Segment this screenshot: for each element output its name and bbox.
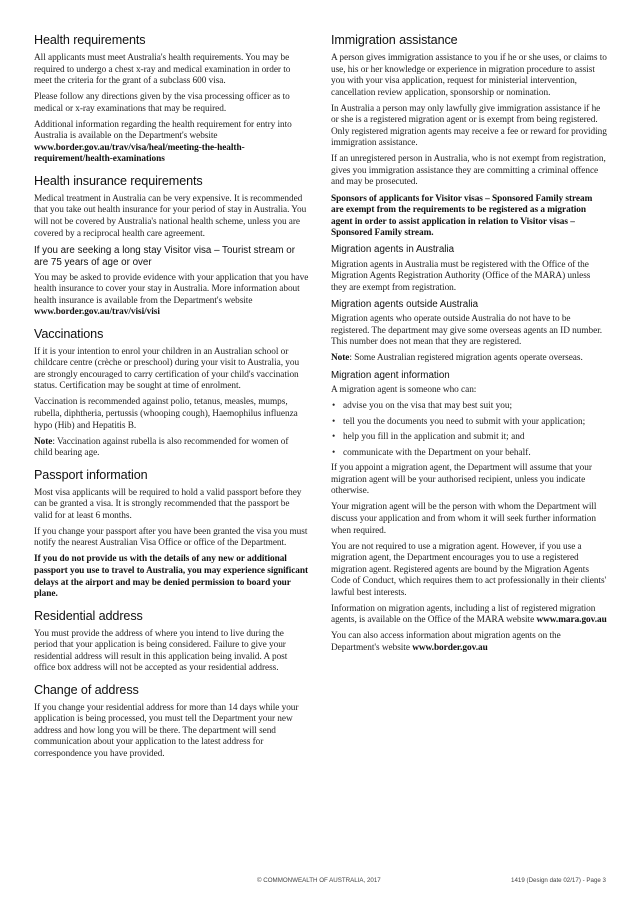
agent-info-paragraph-2: Your migration agent will be the person with whom the Department will discuss your application and from whom it will seek further information when required. (331, 502, 597, 536)
vaccinations-note-text: : Vaccination against rubella is also recommended for women of child bearing age. (34, 436, 289, 459)
immigration-assistance-heading: Immigration assistance (331, 33, 458, 47)
bullet-icon: • (332, 447, 336, 458)
health-examinations-link[interactable]: www.border.gov.au/trav/visa/heal/meeting-the-health-requirement/health-examinations (34, 142, 245, 165)
copyright-notice: © COMMONWEALTH OF AUSTRALIA, 2017 (257, 877, 381, 884)
agent-info-paragraph-4 (331, 604, 607, 627)
vaccinations-paragraph-2: Vaccination is recommended against polio, tetanus, measles, mumps, rubella, diphtheria, pertussis (whooping cough), Haemophilus influenza hypo (Hib) and Hepatitis B. (34, 397, 298, 431)
agents-outside-note-label: Note (331, 353, 350, 364)
agent-info-paragraph-5 (331, 631, 607, 654)
health-paragraph-2: Please follow any directions given by the visa processing officer as to medical or x-ray examinations that may be required. (34, 92, 290, 114)
agent-info-paragraph-5-text: You can also access information about migration agents on the Department's website (331, 631, 561, 653)
list-item (331, 432, 607, 444)
right-column (331, 33, 607, 659)
agent-intro: A migration agent is someone who can: (331, 385, 477, 396)
insurance-paragraph-2 (34, 273, 309, 319)
long-stay-subheading: If you are seeking a long stay Visitor visa – Tourist stream or are 75 years of age or over (34, 244, 296, 269)
list-item (331, 417, 607, 429)
vaccinations-paragraph-1: If it is your intention to enrol your children in an Australian school or childcare centre (crèche or preschool) during your visit to Australia, you are strongly encouraged to carry certification of your child's vaccination status. Certification may be sought at time of enrolment. (34, 346, 300, 392)
list-item-text: tell you the documents you need to submit with your application; (343, 416, 586, 427)
health-paragraph-3-text: Additional information regarding the health requirement for entry into Australia is available on the Department's website (34, 119, 292, 142)
health-paragraph-1: All applicants must meet Australia's health requirements. You may be required to undergo a chest x-ray and medical examination in order to meet the criteria for the grant of a subclass 600 visa. (34, 53, 291, 87)
sponsors-exemption-text: Sponsors of applicants for Visitor visas – Sponsored Family stream are exempt from the requirements to be registered as a migration agent in order to assist application in relation to Visitor visas – Sponsored Family stream. (331, 193, 593, 239)
immigration-paragraph-3: If an unregistered person in Australia, who is not exempt from registration, gives you immigration assistance they are committing a criminal offence and may be prosecuted. (331, 154, 606, 188)
form-reference: 1419 (Design date 02/17) - Page 3 (511, 877, 606, 884)
immigration-paragraph-1: A person gives immigration assistance to you if he or she uses, or claims to use, his or her knowledge or experience in migration procedure to assist you with your visa application, request for ministerial intervention, cancellation review application, sponsorship or nomination. (331, 53, 607, 98)
list-item-text: communicate with the Department on your behalf. (343, 447, 531, 458)
vaccinations-heading: Vaccinations (34, 326, 104, 341)
insurance-paragraph-1: Medical treatment in Australia can be very expensive. It is recommended that you take out health insurance for your period of stay in Australia. You will not be covered by Australia's national health scheme, unless you are covered by a reciprocal health care agreement. (34, 193, 307, 239)
health-paragraph-3 (34, 120, 309, 166)
insurance-paragraph-2-text: You may be asked to provide evidence with your application that you have health insurance to cover your stay in Australia. More information about health insurance is available from the Department's website (34, 272, 309, 306)
bullet-icon: • (332, 432, 336, 443)
left-column (34, 33, 309, 765)
list-item (331, 401, 607, 413)
bullet-icon: • (332, 401, 336, 412)
agent-capabilities-list (331, 401, 607, 459)
border-website-link[interactable]: www.border.gov.au (412, 642, 488, 653)
agent-info-paragraph-1: If you appoint a migration agent, the Department will assume that your migration agent will be your authorised recipient, unless you indicate otherwise. (331, 463, 592, 497)
list-item (331, 448, 607, 460)
residential-paragraph: You must provide the address of where you intend to live during the period that your application is being considered. Failure to give your residential address will result in this application being invalid. A post office box address will not be accepted as your residential address. (34, 628, 288, 674)
list-item-text: help you fill in the application and submit it; and (343, 432, 525, 443)
mara-website-link[interactable]: www.mara.gov.au (536, 615, 607, 626)
passport-paragraph-1: Most visa applicants will be required to hold a valid passport before they can be granted a visa. It is strongly recommended that the passport be valid for at least 6 months. (34, 487, 302, 521)
passport-heading: Passport information (34, 467, 148, 482)
agent-information-heading: Migration agent information (331, 369, 450, 381)
bullet-icon: • (332, 416, 336, 427)
list-item-text: advise you on the visa that may best suit you; (343, 401, 513, 412)
passport-warning-text: If you do not provide us with the details of any new or additional passport you use to travel to Australia, you may experience significant delays at the airport and may be denied permission to board your plane. (34, 554, 309, 600)
passport-warning (34, 554, 309, 600)
agents-outside-note (331, 353, 607, 365)
change-of-address-heading: Change of address (34, 682, 139, 697)
sponsors-exemption (331, 194, 607, 240)
health-insurance-heading: Health insurance requirements (34, 173, 203, 188)
agents-in-australia-paragraph: Migration agents in Australia must be registered with the Office of the Migration Agents Registration Authority (Office of the MARA) unless they are exempt from registration. (331, 259, 591, 293)
passport-paragraph-2: If you change your passport after you have been granted the visa you must notify the nearest Australian Visa Office or office of the Department. (34, 526, 308, 549)
health-requirements-heading: Health requirements (34, 33, 146, 47)
agents-outside-australia-heading: Migration agents outside Australia (331, 298, 479, 310)
agent-info-paragraph-4-text: Information on migration agents, including a list of registered migration agents, is available on the Office of the MARA website (331, 603, 596, 626)
change-address-paragraph: If you change your residential address for more than 14 days while your application is being processed, you must tell the Department your new address and how long you will be there. The department will send communication about your application to the latest address for correspondence you have provided. (34, 702, 299, 760)
agents-in-australia-heading: Migration agents in Australia (331, 244, 455, 256)
vaccinations-note-label: Note (34, 436, 53, 447)
vaccinations-note (34, 437, 309, 460)
agents-outside-paragraph: Migration agents who operate outside Australia do not have to be registered. The department may give some overseas agents an ID number. This number does not mean that they are registered. (331, 314, 603, 348)
agents-outside-note-text: : Some Australian registered migration agents operate overseas. (349, 353, 583, 364)
immigration-paragraph-2: In Australia a person may only lawfully give immigration assistance if he or she is a registered migration agent or is exempt from being registered. Only registered migration agents may receive a fee or reward for providing immigration assistance. (331, 103, 607, 149)
residential-address-heading: Residential address (34, 608, 143, 623)
visitor-visa-link[interactable]: www.border.gov.au/trav/visi/visi (34, 307, 160, 318)
agent-info-paragraph-3: You are not required to use a migration agent. However, if you use a migration agent, the Department encourages you to use a registered migration agent. Registered agents are bound by the Migration Agents Code of Conduct, which requires them to act professionally in their clients' lawful best interests. (331, 541, 607, 598)
